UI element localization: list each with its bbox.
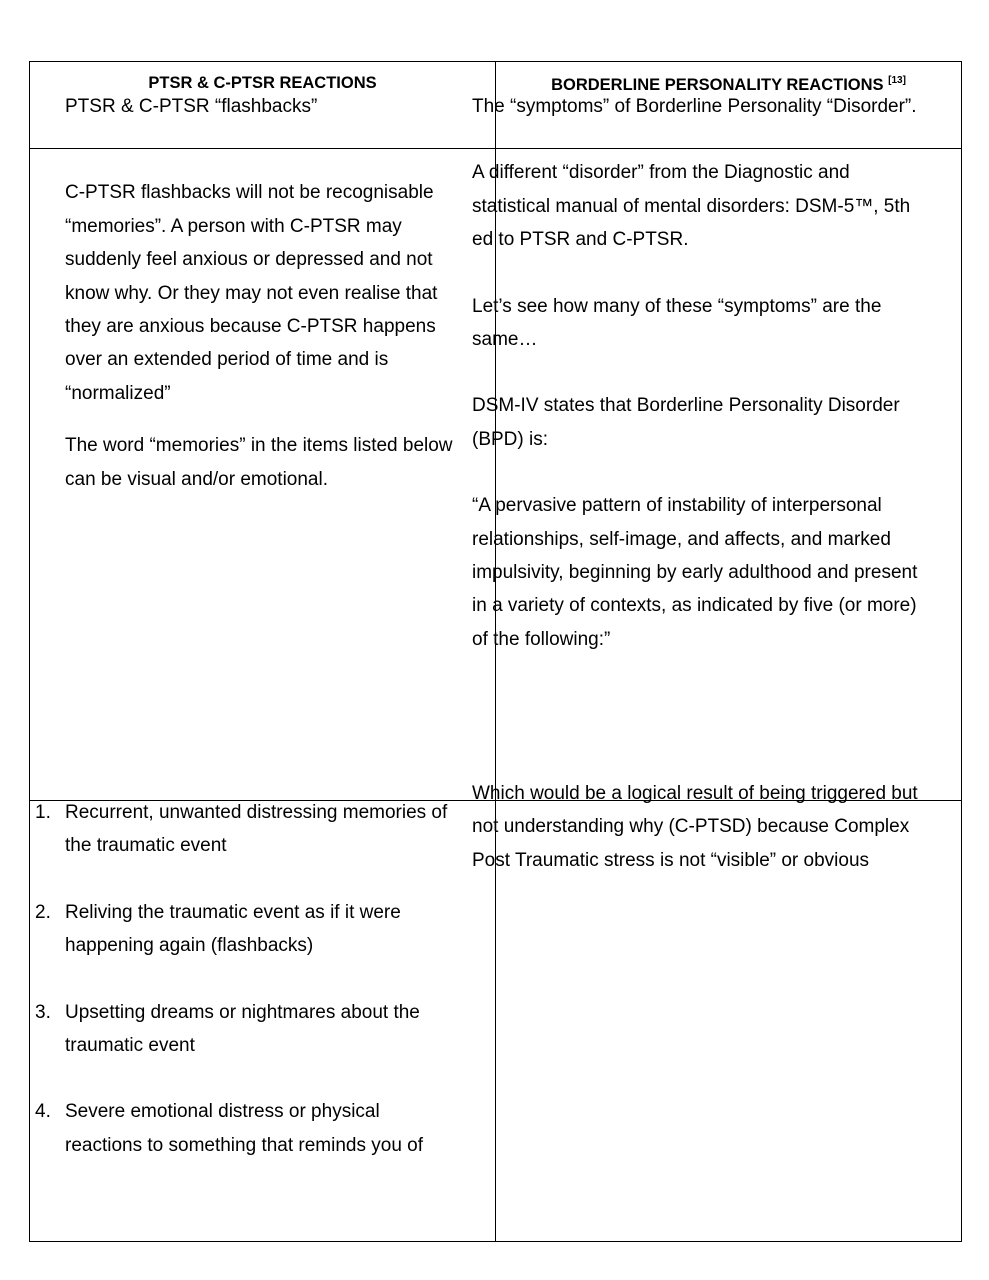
list-item-number: 1. [35,802,51,823]
list-item-text: Reliving the traumatic event as if it were happening again (flashbacks) [65,901,401,957]
list-item [35,796,460,863]
bpd-para3: Let’s see how many of these “symptoms” are the same… [472,295,882,351]
cell-symptom-list [35,796,460,1195]
header-reference: [13] [888,75,906,86]
list-item-number: 4. [35,1101,51,1123]
symptom-list [35,796,460,1162]
list-item-text: Recurrent, unwanted distressing memories of the traumatic event [65,802,448,857]
bpd-para4: DSM-IV states that Borderline Personality Disorder (BPD) is: [472,395,900,450]
bpd-para5: “A pervasive pattern of instability of interpersonal relationships, self-image, and affects, and marked impulsivity, beginning by early adulthood and present in a variety of contexts, as indicated by five (or more) of the following:” [472,495,918,650]
cell-bpd-comment [472,777,930,877]
list-item-number: 2. [35,901,51,923]
list-item [35,996,460,1063]
list-item-text: Severe emotional distress or physical reactions to something that reminds you of [65,1101,424,1156]
flashbacks-title: PTSR & C-PTSR “flashbacks” [65,96,318,117]
list-item [35,1095,460,1162]
cell-bpd-intro [472,90,930,656]
bpd-para2: A different “disorder” from the Diagnostic and statistical manual of mental disorders: DSM-5™, 5th ed to PTSR and C-PTSR. [472,162,911,251]
header-right-text: BORDERLINE PERSONALITY REACTIONS [551,76,884,94]
bpd-para1: The “symptoms” of Borderline Personality “Disorder”. [472,96,917,117]
bpd-comment: Which would be a logical result of being triggered but not understanding why (C-PTSD) because Complex Post Traumatic stress is not “visible” or obvious [472,783,918,871]
list-item-number: 3. [35,1001,51,1023]
header-left-text: PTSR & C-PTSR REACTIONS [148,74,377,92]
flashbacks-para2: The word “memories” in the items listed below can be visual and/or emotional. [65,435,453,490]
list-item [35,896,460,963]
list-item-text: Upsetting dreams or nightmares about the traumatic event [65,1001,420,1057]
flashbacks-para1: C-PTSR flashbacks will not be recognisable “memories”. A person with C-PTSR may suddenly feel anxious or depressed and not know why. Or they may not even realise that they are anxious because C-PTSR happens over an extended period of time and is “normalized” [65,182,438,404]
cell-flashbacks [65,90,460,496]
